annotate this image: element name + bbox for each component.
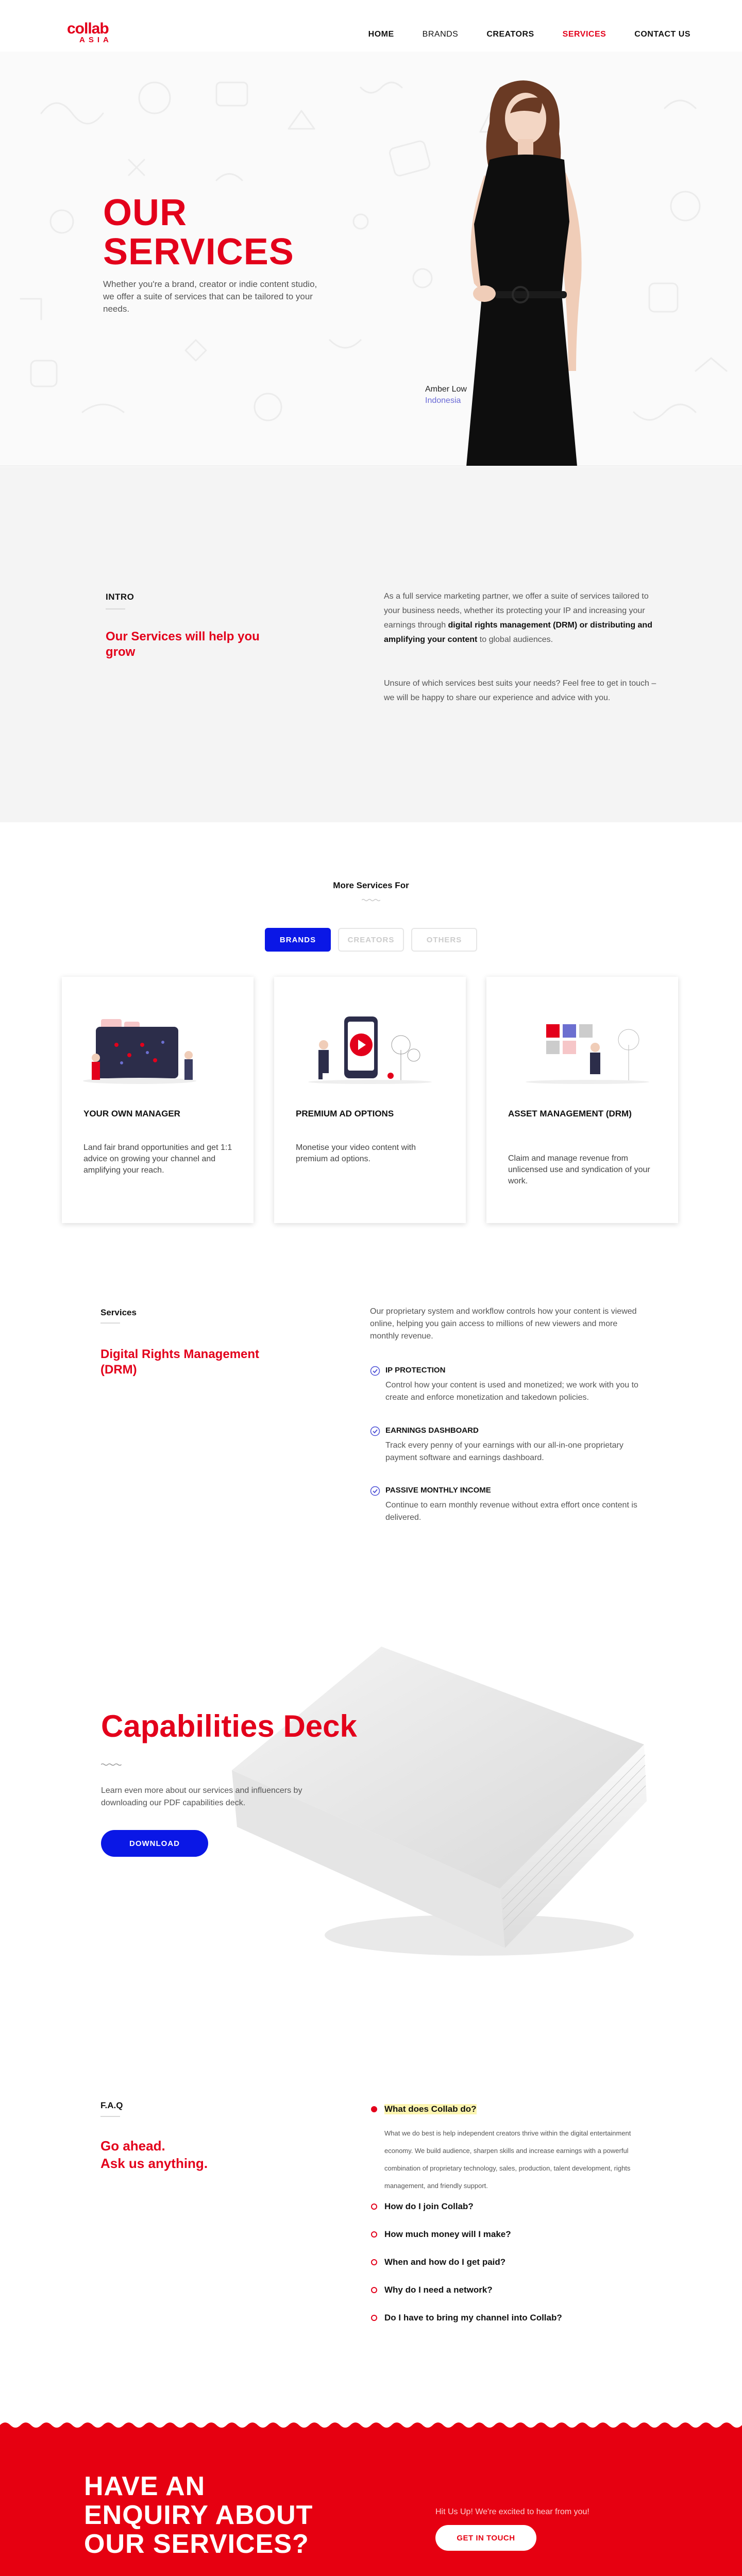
nav-home[interactable]: HOME (368, 30, 394, 39)
intro-section (0, 467, 742, 822)
audience-tabs (0, 928, 742, 952)
tab-brands[interactable]: BRANDS (265, 928, 331, 952)
bullet-icon (371, 2315, 377, 2321)
faq-question-paid[interactable]: When and how do I get paid? (371, 2257, 505, 2267)
card-description: Land fair brand opportunities and get 1:1 advice on growing your channel and amplifying your reach. (83, 1143, 232, 1175)
bullet-icon (371, 2204, 377, 2210)
divider (106, 608, 125, 609)
main-nav (340, 30, 690, 39)
services-for-section (0, 822, 742, 1260)
squiggle-divider (362, 899, 380, 902)
service-card-asset-management[interactable] (486, 977, 678, 1223)
enquiry-text: Hit Us Up! We're excited to hear from you! (435, 2507, 589, 2516)
service-cards (62, 977, 678, 1223)
intro-paragraph-1: As a full service marketing partner, we offer a suite of services tailored to your business needs, whether its protecting your IP and increasing your earnings through digital rights management (DRM) or distributing and amplifying your content to global audiences. (384, 592, 652, 644)
card-description: Monetise your video content with premium ad options. (296, 1143, 416, 1163)
hero-section (0, 52, 742, 466)
download-button[interactable]: DOWNLOAD (101, 1830, 208, 1857)
intro-heading: Our Services will help you grow (106, 630, 260, 659)
nav-brands[interactable]: BRANDS (422, 30, 459, 39)
tab-others[interactable]: OTHERS (411, 928, 477, 952)
card-description: Claim and manage revenue from unlicensed use and syndication of your work. (508, 1154, 650, 1185)
faq-answer: What we do best is help independent creators thrive within the digital entertainment economy. We build audience, sharpen skills and increase earnings with a powerful combination of proprietary technology, sales, production, talent development, rights management, and friendly support. (384, 2129, 631, 2190)
nav-contact-us[interactable]: CONTACT US (634, 30, 690, 39)
drm-heading: Digital Rights Management (DRM) (100, 1347, 260, 1377)
collab-logo[interactable]: collab ASIA (67, 20, 112, 44)
check-circle-icon (370, 1486, 380, 1496)
manager-illustration (80, 1009, 235, 1086)
hero-subtitle: Whether you're a brand, creator or indie content studio, we offer a suite of services that can be tailored to your needs. (103, 279, 317, 314)
check-circle-icon (370, 1366, 380, 1376)
faq-question-bring-channel[interactable]: Do I have to bring my channel into Collab? (371, 2313, 562, 2323)
creator-portrait-image (428, 77, 613, 466)
card-title: ASSET MANAGEMENT (DRM) (508, 1109, 632, 1118)
nav-creators[interactable]: CREATORS (486, 30, 534, 39)
service-card-premium-ad[interactable] (274, 977, 466, 1223)
get-in-touch-button[interactable]: GET IN TOUCH (435, 2525, 536, 2551)
drm-section: Services Digital Rights Management (DRM) Our proprietary system and workflow controls how your content is viewed online, helping you gain access to millions of new viewers and more monthly revenue. IP PROTECTION Control how your content is used and monetized; we work with you to create and enforce monetization and takedown policies. EARNINGS DASHBOARD Track every penny of your earnings with our all-in-one proprietary payment software and earnings dashboard. PASSIVE MONTHLY INCOME Continue to earn monthly revenue without extra effort once content is delivered. (0, 1260, 742, 1549)
faq-question-what-does-collab-do[interactable]: What does Collab do? (371, 2104, 477, 2114)
nav-services[interactable]: SERVICES (562, 30, 606, 39)
divider (100, 1323, 120, 1324)
tab-creators[interactable]: CREATORS (338, 928, 404, 952)
card-title: PREMIUM AD OPTIONS (296, 1109, 394, 1118)
capabilities-title: Capabilities Deck (101, 1709, 357, 1743)
card-title: YOUR OWN MANAGER (83, 1109, 180, 1118)
capabilities-subtitle: Learn even more about our services and influencers by downloading our PDF capabilities deck. (101, 1786, 302, 1807)
faq-question-join[interactable]: How do I join Collab? (371, 2201, 474, 2212)
drm-illustration (505, 1009, 660, 1086)
squiggle-divider (101, 1763, 122, 1766)
ad-illustration (293, 1009, 447, 1086)
service-card-own-manager[interactable] (62, 977, 254, 1223)
intro-paragraph-2: Unsure of which services best suits your needs? Feel free to get in touch – we will be happy to share our experience and advice with you. (384, 679, 656, 702)
enquiry-heading: HAVE AN ENQUIRY ABOUT OUR SERVICES? (84, 2471, 313, 2559)
faq-heading: Go ahead. Ask us anything. (100, 2138, 208, 2171)
bullet-icon (371, 2231, 377, 2238)
wave-edge (0, 2422, 742, 2432)
intro-tag: INTRO (106, 592, 134, 602)
check-circle-icon (370, 1426, 380, 1436)
portrait-caption: Amber Low Indonesia (425, 385, 467, 405)
faq-question-network[interactable]: Why do I need a network? (371, 2285, 493, 2295)
site-header (0, 0, 742, 52)
capabilities-section (0, 1549, 742, 2038)
faq-question-money[interactable]: How much money will I make? (371, 2229, 511, 2240)
page-title: OUR SERVICES (103, 192, 294, 273)
bullet-icon (371, 2106, 377, 2112)
faq-tag: F.A.Q (100, 2100, 123, 2110)
divider (100, 2116, 120, 2117)
drm-intro: Our proprietary system and workflow controls how your content is viewed online, helping you gain access to millions of new viewers and more monthly revenue. (370, 1307, 637, 1341)
section-title: More Services For (333, 880, 409, 890)
faq-section (0, 2038, 742, 2422)
drm-tag: Services (100, 1308, 137, 1317)
bullet-icon (371, 2259, 377, 2265)
enquiry-section (0, 2422, 742, 2576)
bullet-icon (371, 2287, 377, 2293)
